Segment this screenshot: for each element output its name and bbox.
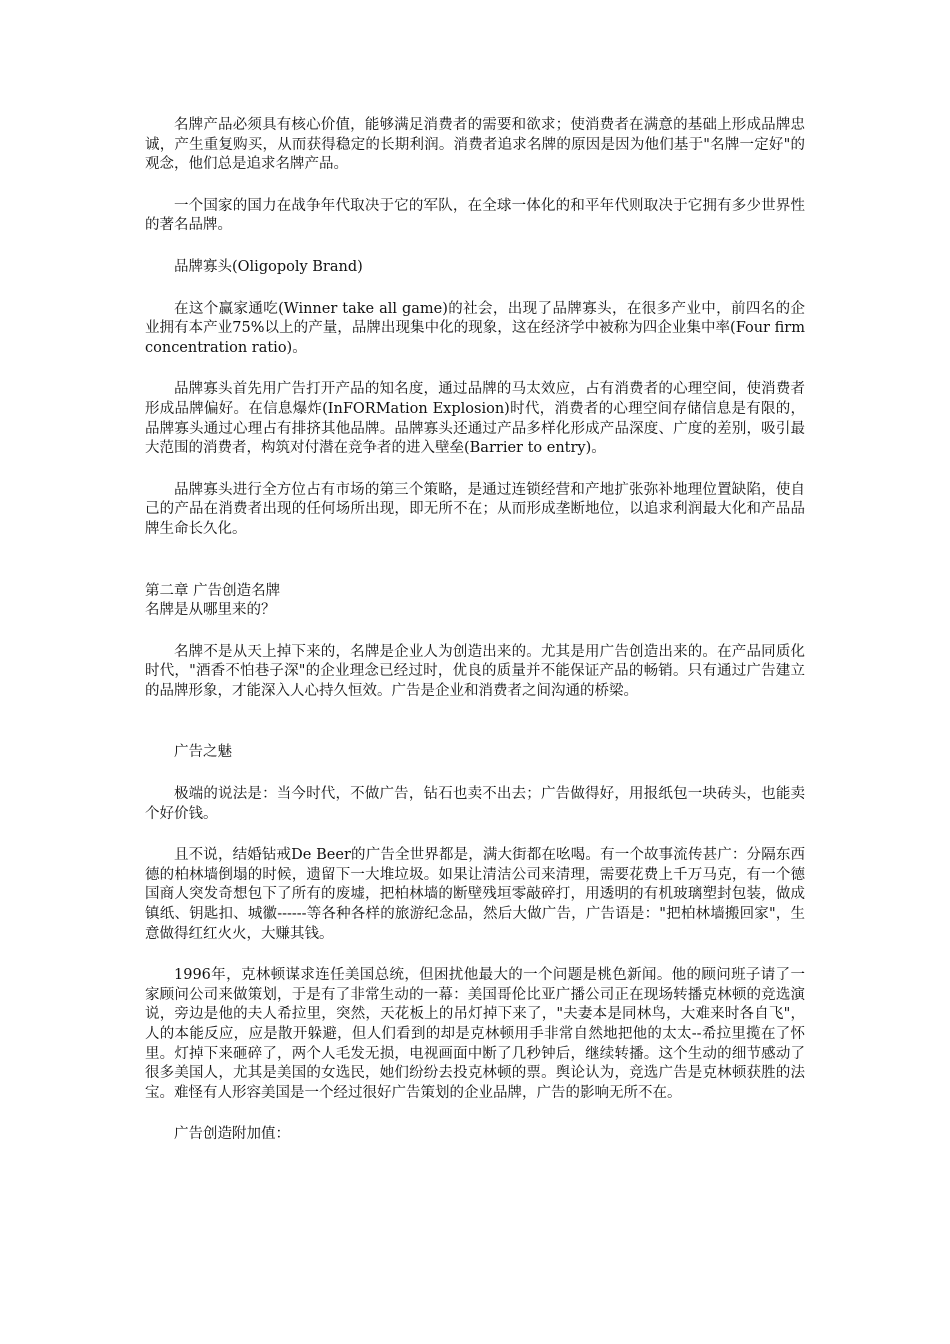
chapter-subtitle: 名牌是从哪里来的？ [145, 602, 276, 619]
chapter-title: 第二章 广告创造名牌 [145, 582, 281, 599]
paragraph-clinton: 1996年，克林顿谋求连任美国总统，但困扰他最大的一个问题是桃色新闻。他的顾问班子请了一家顾问公司来做策划，于是有了非常生动的一幕：美国哥伦比亚广播公司正在现场转播克林顿的竞选演说，旁边是他的夫人希拉里，突然，天花板上的吊灯掉下来了，"夫妻本是同林鸟，大难来时各自飞"，人的本能反应，应是散开躲避，但人们看到的却是克林顿用手非常自然地把他的太太--希拉里揽在了怀里。灯掉下来砸碎了，两个人毛发无损，电视画面中断了几秒钟后，继续转播。这个生动的细节感动了很多美国人，尤其是美国的女选民，她们纷纷去投克林顿的票。舆论认为，竞选广告是克林顿获胜的法宝。难怪有人形容美国是一个经过很好广告策划的企业品牌，广告的影响无所不在。 [145, 967, 805, 1101]
section-heading-charm: 广告之魅 [174, 744, 232, 761]
paragraph-national-power: 一个国家的国力在战争年代取决于它的军队，在全球一体化的和平年代则取决于它拥有多少世界性的著名品牌。 [145, 197, 805, 234]
paragraph-winner-take-all: 在这个赢家通吃(Winner take all game)的社会，出现了品牌寡头，在很多产业中，前四名的企业拥有本产业75%以上的产量，品牌出现集中化的现象，这在经济学中被称为四企业集中率(Four firm concentration ratio)。 [145, 300, 805, 356]
paragraph-brand-origin: 名牌不是从天上掉下来的，名牌是企业人为创造出来的。尤其是用广告创造出来的。在产品同质化时代，"酒香不怕巷子深"的企业理念已经过时，优良的质量并不能保证产品的畅销。只有通过广告建立的品牌形象，才能深入人心持久恒效。广告是企业和消费者之间沟通的桥梁。 [145, 643, 805, 699]
paragraph-brand-preference: 品牌寡头首先用广告打开产品的知名度，通过品牌的马太效应，占有消费者的心理空间，使消费者形成品牌偏好。在信息爆炸(InFORMation Explosion)时代，消费者的心理空间存储信息是有限的，品牌寡头通过心理占有排挤其他品牌。品牌寡头还通过产品多样化形成产品深度、广度的差别，吸引最大范围的消费者，构筑对付潜在竞争者的进入壁垒(Barrier to entry)。 [145, 381, 805, 457]
paragraph-extreme-saying: 极端的说法是：当今时代，不做广告，钻石也卖不出去；广告做得好，用报纸包一块砖头，也能卖个好价钱。 [145, 786, 805, 822]
section-heading-added-value: 广告创造附加值： [174, 1126, 290, 1143]
paragraph-berlin-wall: 且不说，结婚钻戒De Beer的广告全世界都是，满大街都在吆喝。有一个故事流传甚广：分隔东西德的柏林墙倒塌的时候，遗留下一大堆垃圾。如果让清洁公司来清理，需要花费上千万马克，有一个德国商人突发奇想包下了所有的废墟，把柏林墙的断壁残垣零敲碎打，用透明的有机玻璃塑封包装，做成镇纸、钥匙扣、城徽------等各种各样的旅游纪念品，然后大做广告，广告语是："把柏林墙搬回家"，生意做得红红火火，大赚其钱。 [145, 847, 805, 942]
paragraph-core-value: 名牌产品必须具有核心价值，能够满足消费者的需要和欲求；使消费者在满意的基础上形成品牌忠诚，产生重复购买，从而获得稳定的长期利润。消费者追求名牌的原因是因为他们基于"名牌一定好"的观念，他们总是追求名牌产品。 [145, 117, 805, 173]
section-heading-oligopoly: 品牌寡头(Oligopoly Brand) [174, 258, 363, 275]
paragraph-third-strategy: 品牌寡头进行全方位占有市场的第三个策略，是通过连锁经营和产地扩张弥补地理位置缺陷，使自己的产品在消费者出现的任何场所出现，即无所不在；从而形成垄断地位，以追求利润最大化和产品品牌生命长久化。 [145, 481, 805, 537]
